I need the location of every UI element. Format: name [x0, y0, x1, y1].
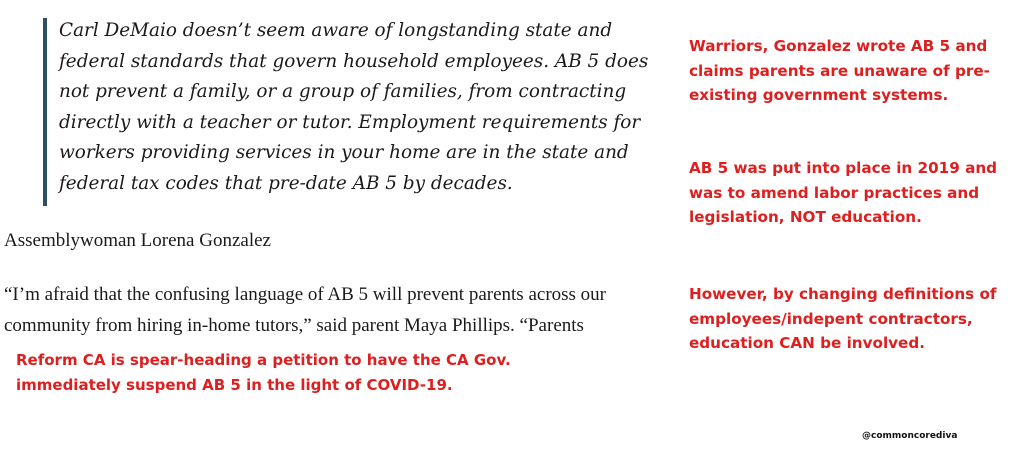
watermark-credit: @commoncorediva	[862, 431, 958, 441]
article-paragraph: “I’m afraid that the confusing language of AB 5 will prevent parents across our community from hiring in-home tutors,” said parent Maya Phillips. “Parents	[4, 284, 607, 336]
quote-bar	[43, 18, 47, 206]
annotation-petition-note: Reform CA is spear-heading a petition to have the CA Gov. immediately suspend AB 5 in the light of COVID-19.	[16, 351, 511, 394]
annotation-note-1: Warriors, Gonzalez wrote AB 5 and claims parents are unaware of pre-existing government systems.	[689, 37, 990, 105]
quote-attribution: Assemblywoman Lorena Gonzalez	[4, 230, 271, 251]
annotation-note-2: AB 5 was put into place in 2019 and was to amend labor practices and legislation, NOT education.	[689, 159, 998, 227]
annotation-note-3: However, by changing definitions of employees/indepent contractors, education CAN be involved.	[689, 285, 997, 353]
quote-text: Carl DeMaio doesn’t seem aware of longstanding state and federal standards that govern household employees. AB 5 does not prevent a family, or a group of families, from contracting directly with a teacher or tutor. Employment requirements for workers providing services in your home are in the state and federal tax codes that pre-date AB 5 by decades.	[59, 20, 649, 194]
blockquote	[43, 16, 683, 206]
